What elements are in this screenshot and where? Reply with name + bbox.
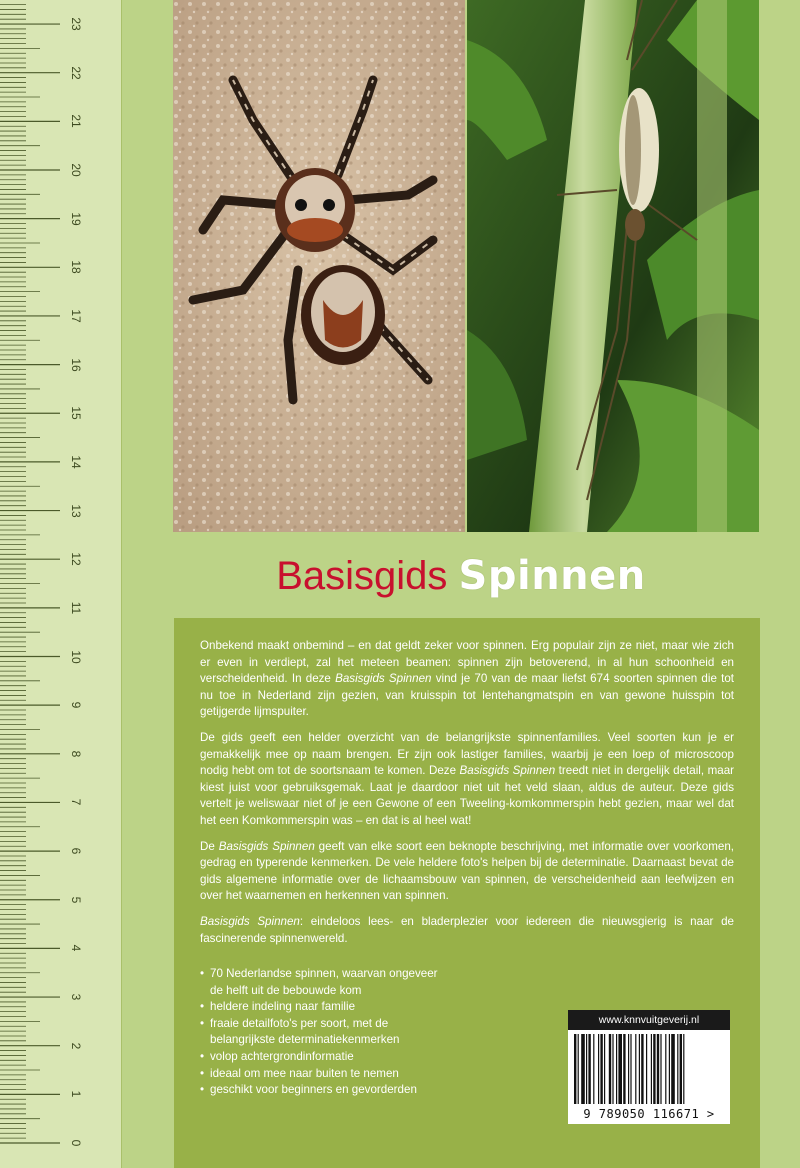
list-item: • volop achtergrondinformatie bbox=[200, 1049, 450, 1066]
barcode-bar bbox=[683, 1034, 684, 1104]
paragraph-1: Onbekend maakt onbemind – en dat geldt zeker voor spinnen. Erg populair zijn ze niet, maar wie zich er even in verdiept, zal het meteen beamen: spinnen zijn betoverend, in al hun schoonheid en verscheidenheid. In deze Basisgids Spinnen vind je 70 van de maar liefst 674 soorten spinnen die tot nu toe in Nederland zijn gezien, van kruisspin tot lentehangmatspin en van gewone huisspin tot getijgerde lijmspuiter. bbox=[200, 639, 735, 719]
book-title bbox=[122, 548, 800, 604]
barcode-bar bbox=[586, 1034, 587, 1104]
ruler-label: 23 bbox=[69, 17, 83, 31]
barcode-bar bbox=[623, 1034, 625, 1104]
list-item: • heldere indeling naar familie bbox=[200, 999, 450, 1016]
list-item: • ideaal om mee naar buiten te nemen bbox=[200, 1066, 450, 1083]
ruler-label: 11 bbox=[69, 601, 83, 615]
paragraph-2: De gids geeft een helder overzicht van de belangrijkste spinnenfamilies. Veel soorten kun je er gemakkelijk mee op naam brengen. Er zijn ook lastiger families, waarbij je een loep of microscoop nodig hebt om tot de soortsnaam te komen. Deze Basisgids Spinnen treedt niet in dergelijk detail, maar kiest juist voor gebruiksgemak. Laat je daardoor niet uit het veld slaan, aldus de auteur. Deze gids vertelt je weliswaar niet of je een Gewone of een Tweeling-komkommerspin hebt gezien, maar wel dat het een Komkommerspin was – en dat is al heel wat! bbox=[200, 730, 734, 827]
thistle-spider-image bbox=[467, 0, 759, 532]
barcode-bar bbox=[609, 1034, 611, 1104]
ruler-label: 2 bbox=[69, 1042, 83, 1050]
barcode-bar bbox=[588, 1034, 590, 1104]
barcode-bar bbox=[657, 1034, 659, 1104]
barcode-bar bbox=[653, 1034, 655, 1104]
feature-list bbox=[200, 966, 450, 1099]
ruler-label: 17 bbox=[69, 309, 83, 323]
title-spinnen: Spinnen bbox=[458, 553, 646, 599]
barcode-bar bbox=[665, 1034, 666, 1104]
ruler-label: 8 bbox=[69, 750, 83, 758]
barcode-bar bbox=[639, 1034, 640, 1104]
barcode-bar bbox=[600, 1034, 602, 1104]
barcode-bar bbox=[671, 1034, 675, 1104]
barcode-bar bbox=[618, 1034, 622, 1104]
photo-jumping-spider bbox=[173, 0, 465, 532]
ruler-label: 22 bbox=[69, 66, 83, 80]
barcode-bar bbox=[646, 1034, 647, 1104]
title-basisgids: Basisgids bbox=[276, 554, 448, 598]
ruler-label: 4 bbox=[69, 945, 83, 952]
barcode-bar bbox=[628, 1034, 629, 1104]
ruler-label: 7 bbox=[69, 799, 83, 806]
ruler-label: 1 bbox=[69, 1091, 83, 1098]
barcode-bar bbox=[593, 1034, 594, 1104]
isbn-number: 9 789050 116671 > bbox=[583, 1107, 715, 1121]
photo-thistle-spider bbox=[467, 0, 759, 532]
paragraph-4: Basisgids Spinnen: eindeloos lees- en bladerplezier voor iedereen die nieuwsgierig is naar de fascinerende spinnenwereld. bbox=[200, 914, 734, 945]
list-item: • geschikt voor beginners en gevorderden bbox=[200, 1082, 450, 1099]
barcode-bar bbox=[630, 1034, 631, 1104]
isbn-barcode bbox=[568, 1030, 730, 1124]
list-item: • fraaie detailfoto's per soort, met de belangrijkste determinatiekenmerken bbox=[200, 1016, 450, 1049]
ruler-label: 10 bbox=[69, 649, 83, 664]
barcode-bar bbox=[641, 1034, 643, 1104]
barcode-bar bbox=[616, 1034, 617, 1104]
barcode-bar bbox=[680, 1034, 682, 1104]
barcode-bar bbox=[669, 1034, 670, 1104]
ruler-label: 18 bbox=[69, 260, 83, 274]
ruler-label: 19 bbox=[69, 211, 83, 226]
barcode-bars bbox=[574, 1034, 724, 1104]
ruler-ticks bbox=[0, 0, 122, 1168]
ruler-label: 0 bbox=[69, 1139, 83, 1147]
barcode-bar bbox=[581, 1034, 585, 1104]
paragraph-3: De Basisgids Spinnen geeft van elke soort een beknopte beschrijving, met informatie over voorkomen, gedrag en typerende kenmerken. De vele heldere foto's helpen bij de determinatie. Daarnaast bevat de gids algemene informatie over de lichaamsbouw van spinnen, de verscheidenheid aan leefwijzen en over het waarnemen en herkennen van spinnen. bbox=[200, 839, 734, 903]
jumping-spider-image bbox=[173, 0, 465, 532]
ruler-label: 13 bbox=[69, 503, 83, 518]
barcode-bar bbox=[677, 1034, 678, 1104]
description-text bbox=[200, 638, 734, 956]
ruler-label: 12 bbox=[69, 552, 83, 566]
ruler-label: 21 bbox=[69, 114, 83, 129]
ruler-label: 6 bbox=[69, 847, 83, 855]
publisher-url: www.knnvuitgeverij.nl bbox=[568, 1010, 730, 1030]
barcode-bar bbox=[574, 1034, 576, 1104]
barcode-bar bbox=[635, 1034, 636, 1104]
ruler-label: 20 bbox=[69, 163, 83, 177]
barcode-bar bbox=[660, 1034, 661, 1104]
barcode-bar bbox=[578, 1034, 579, 1104]
ruler-label: 3 bbox=[69, 993, 83, 1001]
list-item: • 70 Nederlandse spinnen, waarvan ongeveer de helft uit de bebouwde kom bbox=[200, 966, 450, 999]
ruler-label: 14 bbox=[69, 455, 83, 469]
barcode-bar bbox=[651, 1034, 652, 1104]
ruler-strip bbox=[0, 0, 122, 1168]
ruler-label: 9 bbox=[69, 701, 83, 709]
barcode-bar bbox=[604, 1034, 605, 1104]
ruler-label: 16 bbox=[69, 357, 83, 372]
barcode-bar bbox=[612, 1034, 613, 1104]
barcode-bar bbox=[598, 1034, 599, 1104]
ruler-label: 5 bbox=[69, 896, 83, 904]
ruler-label: 15 bbox=[69, 406, 83, 420]
